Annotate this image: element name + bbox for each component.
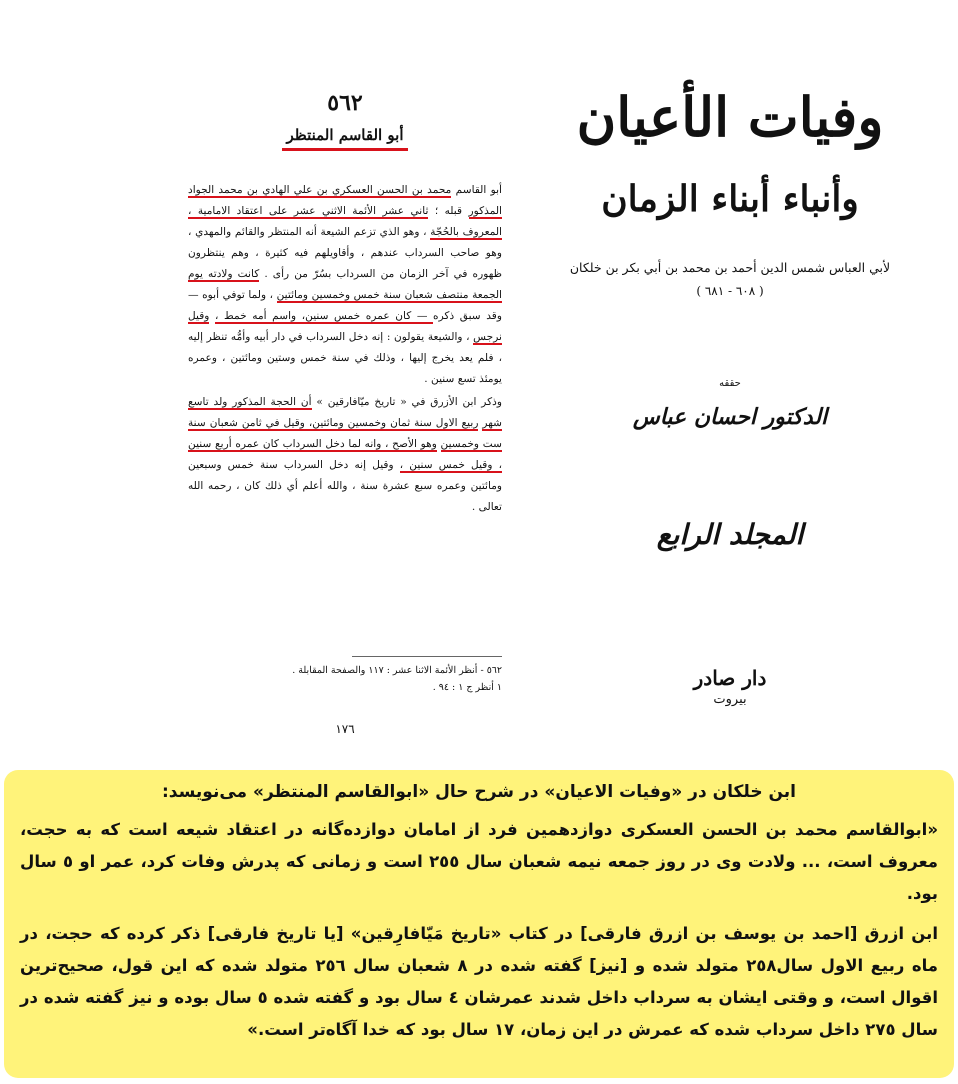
entry-body [188, 180, 502, 520]
author-years: ( ٦٠٨ - ٦٨١ ) [696, 284, 764, 298]
page-number: ٥٦٢ [327, 90, 363, 116]
text-run: أبو القاسم [451, 184, 502, 196]
text-run: من رأى . [259, 268, 308, 280]
highlighted-text: ، وانه لما دخل السرداب كان عمره أربع سنين [188, 438, 393, 450]
text-run: وقيل إنه دخل السرداب سنة خمس وسبعين ومائتين وعمره سبع عشرة سنة ، [188, 459, 502, 492]
edited-by-label: حققه [719, 378, 741, 389]
publisher-name: دار صادر [693, 666, 767, 690]
box-paragraph-2: ابن ازرق [احمد بن یوسف بن ازرق فارقی] در کتاب «تاریخ مَیّافارِقین» [یا تاریخ فارقی] ذکر کرده که حجت، در ماه ربیع الاول سال٢٥٨ متولد شده و [نیز] گفته شده در ٨ شعبان سال ٢٥٦ متولد شده که این قول، صحیح‌ترین اقوال است، و وقتی ایشان به سرداب داخل شدند عمرشان ٤ سال بود و گفته شده ٥ سال بوده و نیز گفته شده در سال ٢٧٥ داخل سرداب شده که عمرش در این زمان، ١٧ سال بود که خدا آگاه‌تر است.» [20, 924, 938, 1039]
paragraph-1 [188, 180, 502, 390]
highlighted-text: وهو الأصح [392, 438, 437, 450]
highlighted-text: محمد بن الحسن العسكري بن علي الهادي بن محمد الجواد المذكور [188, 184, 502, 217]
text-run: ، والشيعة يقولون : إنه دخل السرداب في دار أبيه وأمُّه تنظر [206, 331, 474, 343]
text-run: والله أعلم أي ذلك كان ، رحمه الله تعالى . [188, 480, 502, 513]
highlighted-text: ثاني عشر الأئمة الاثني عشر على اعتقاد الامامية ، المعروف بالحُجّة [188, 205, 503, 238]
author-line: لأبي العباس شمس الدين أحمد بن محمد بن أبي بكر بن خلكان [569, 260, 891, 275]
text-run: ، وهو [403, 226, 431, 238]
text-run: ولما توفي أبوه — وقد سبق ذكره [188, 289, 502, 322]
highlighted-text: ، واسم أمه خمط ، [214, 310, 306, 322]
book-title: وفيات الأعيان [576, 85, 884, 149]
highlighted-text: كانت ولادته يوم الجمعة منتصف شعبان سنة خمس وخمسين ومائتين [188, 268, 502, 301]
left-book-page [180, 80, 510, 760]
footnotes [192, 662, 502, 696]
box-paragraph-1: «ابوالقاسم محمد بن الحسن العسکری دوازدهمین فرد از امامان دوازده‌گانه در اعتقاد شیعه است که به حجت، معروف است، ... ولادت وی در روز جمعه نیمه شعبان سال ٢٥٥ است و زمانی که پدرش وفات کرد، عمر او ٥ سال بود. [20, 820, 938, 903]
text-run: قبله ؛ [428, 205, 463, 217]
footnote: ١ أنظر ج ١ : ٩٤ . [432, 682, 502, 693]
highlighted-text: وقيل نرجس [188, 310, 502, 343]
highlighted-text: ، وقيل خمس سنين ، [399, 459, 502, 471]
text-run: ، [269, 289, 277, 301]
persian-translation-box [4, 770, 954, 1078]
text-run: الذي تزعم الشيعة أنه المنتظر والقائم والمهدي ، وهو صاحب السرداب عندهم ، [188, 226, 502, 259]
text-run: إليه ، فلم يعد يخرج إليها ، وذلك في سنة خمس وستين ومائتين ، وعمره يومئذ [188, 331, 502, 385]
book-subtitle: وأنباء أبناء الزمان [601, 178, 859, 220]
text-run: وأقاويلهم فيه كثيرة ، وهم ينتظرون ظهوره في آخر الزمان من السرداب بسُرّ [188, 247, 503, 280]
text-run: تسع سنين . [424, 373, 476, 385]
entry-heading [180, 126, 510, 144]
publisher-city: بيروت [713, 692, 747, 707]
highlighted-text: — كان عمره خمس سنين [305, 310, 434, 322]
entry-heading-text: أبو القاسم المنتظر [282, 126, 407, 151]
footnote: ٥٦٢ - أنظر الأئمة الاثنا عشر : ١١٧ والصفحة المقابلة . [292, 665, 502, 676]
highlighted-text: ربيع الاول سنة ثمان وخمسين ومائتين، وقيل في ثامن شعبان سنة ست وخمسين [188, 417, 502, 450]
box-intro: ابن خلکان در «وفیات الاعیان» در شرح حال «ابوالقاسم المنتظر» می‌نویسد: [161, 782, 796, 802]
footnote-divider [352, 656, 502, 657]
highlighted-text: أن الحجة المذكور ولد تاسع شهر [188, 396, 503, 429]
text-run: وذكر ابن الأزرق في « تاريخ ميّافارقين » [311, 396, 502, 408]
paragraph-2 [188, 392, 502, 518]
volume-label: المجلد الرابع [656, 518, 804, 551]
title-page [520, 70, 940, 760]
editor-name: الدكتور احسان عباس [632, 404, 828, 430]
bottom-page-number: ١٧٦ [335, 722, 355, 736]
